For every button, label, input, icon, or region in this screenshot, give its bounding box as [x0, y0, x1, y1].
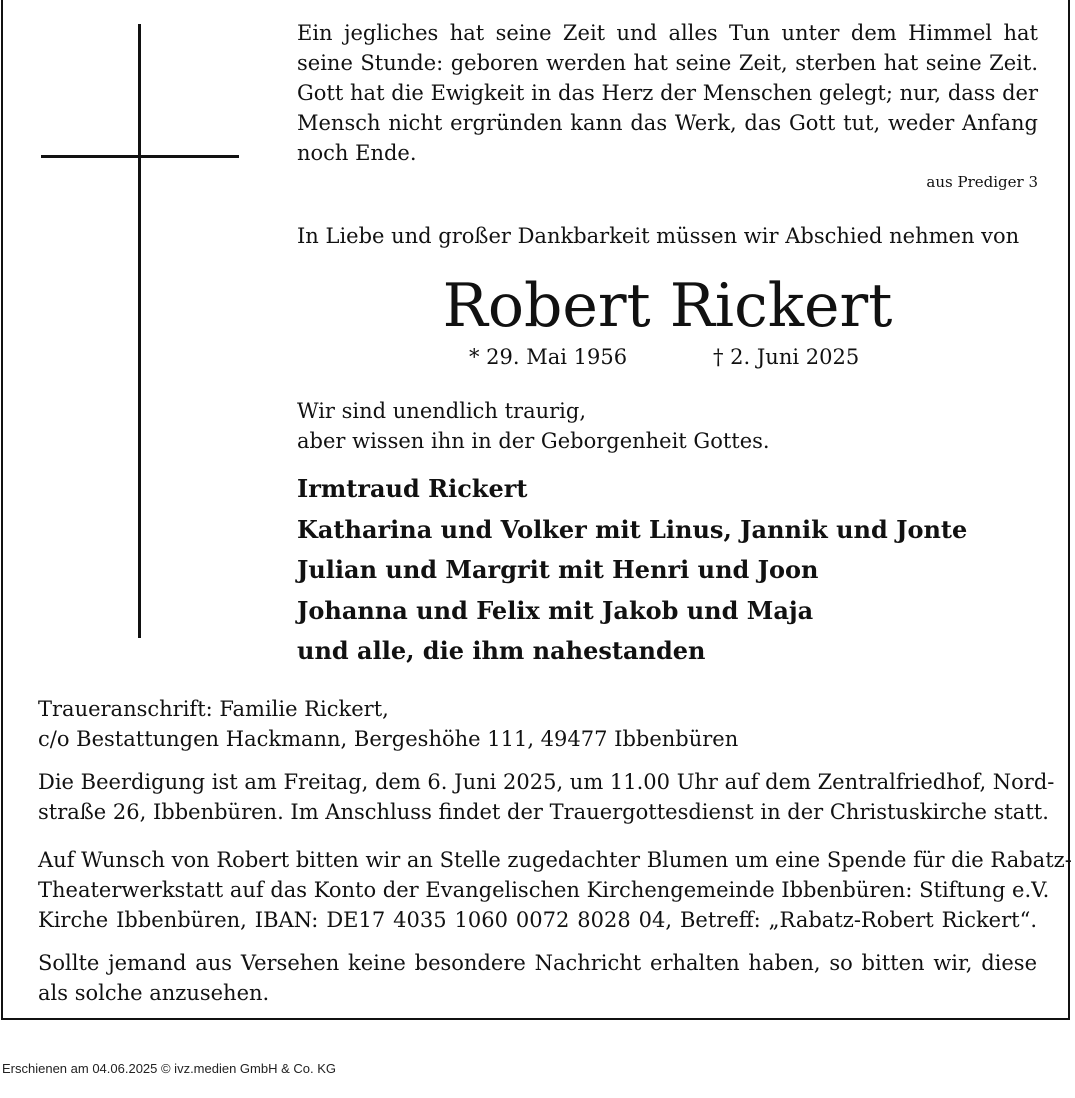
family-member: und alle, die ihm nahestanden	[297, 636, 706, 665]
cross-vertical-bar	[138, 24, 141, 638]
family-member: Katharina und Volker mit Linus, Jannik und Jonte	[297, 514, 968, 544]
verse-source: aus Prediger 3	[926, 173, 1038, 191]
donation-info	[38, 845, 1072, 935]
family-member: Irmtraud Rickert	[297, 474, 528, 503]
death-date: † 2. Juni 2025	[713, 345, 860, 369]
donation-line: Auf Wunsch von Robert bitten wir an Stelle zugedachter Blumen um eine Spende für die Rabatz-	[38, 848, 1072, 872]
publication-footer: Erschienen am 04.06.2025 © ivz.medien GmbH & Co. KG	[2, 1061, 337, 1076]
verse-line: Gott hat die Ewigkeit in das Herz der Menschen gelegt; nur, dass der	[297, 81, 1038, 105]
verse-line: Mensch nicht ergründen kann das Werk, das Gott tut, weder Anfang	[297, 111, 1038, 135]
comfort-line: Wir sind unendlich traurig,	[297, 399, 587, 423]
verse-line: noch Ende.	[297, 141, 417, 165]
deceased-name: Robert Rickert	[442, 271, 893, 341]
comfort-line: aber wissen ihn in der Geborgenheit Gottes.	[297, 429, 770, 453]
mourning-address	[38, 694, 1037, 754]
family-list	[297, 469, 1038, 672]
notice-text	[38, 948, 1037, 1008]
comfort-text	[297, 396, 1038, 456]
cross-horizontal-bar	[41, 155, 239, 158]
donation-line: Theaterwerkstatt auf das Konto der Evangelischen Kirchengemeinde Ibbenbüren: Stiftung e.V.	[38, 878, 1050, 902]
address-line: c/o Bestattungen Hackmann, Bergeshöhe 111, 49477 Ibbenbüren	[38, 727, 739, 751]
intro-text: In Liebe und großer Dankbarkeit müssen wir Abschied nehmen von	[297, 224, 1020, 248]
verse-line: seine Stunde: geboren werden hat seine Zeit, sterben hat seine Zeit.	[297, 51, 1038, 75]
burial-line: Die Beerdigung ist am Freitag, dem 6. Juni 2025, um 11.00 Uhr auf dem Zentralfriedhof, Nord-	[38, 770, 1055, 794]
address-line: Traueranschrift: Familie Rickert,	[38, 697, 389, 721]
verse-line: Ein jegliches hat seine Zeit und alles Tun unter dem Himmel hat	[297, 21, 1038, 45]
burial-line: straße 26, Ibbenbüren. Im Anschluss findet der Trauergottesdienst in der Christuskirche statt.	[38, 800, 1049, 824]
burial-info	[38, 767, 1055, 827]
notice-line: als solche anzusehen.	[38, 981, 270, 1005]
family-member: Julian und Margrit mit Henri und Joon	[297, 555, 819, 584]
bible-verse	[297, 18, 1038, 168]
notice-line: Sollte jemand aus Versehen keine besondere Nachricht erhalten haben, so bitten wir, diese	[38, 951, 1037, 975]
family-member: Johanna und Felix mit Jakob und Maja	[297, 595, 814, 625]
birth-date: * 29. Mai 1956	[469, 345, 628, 369]
donation-line: Kirche Ibbenbüren, IBAN: DE17 4035 1060 0072 8028 04, Betreff: „Rabatz-Robert Rickert“.	[38, 908, 1037, 932]
